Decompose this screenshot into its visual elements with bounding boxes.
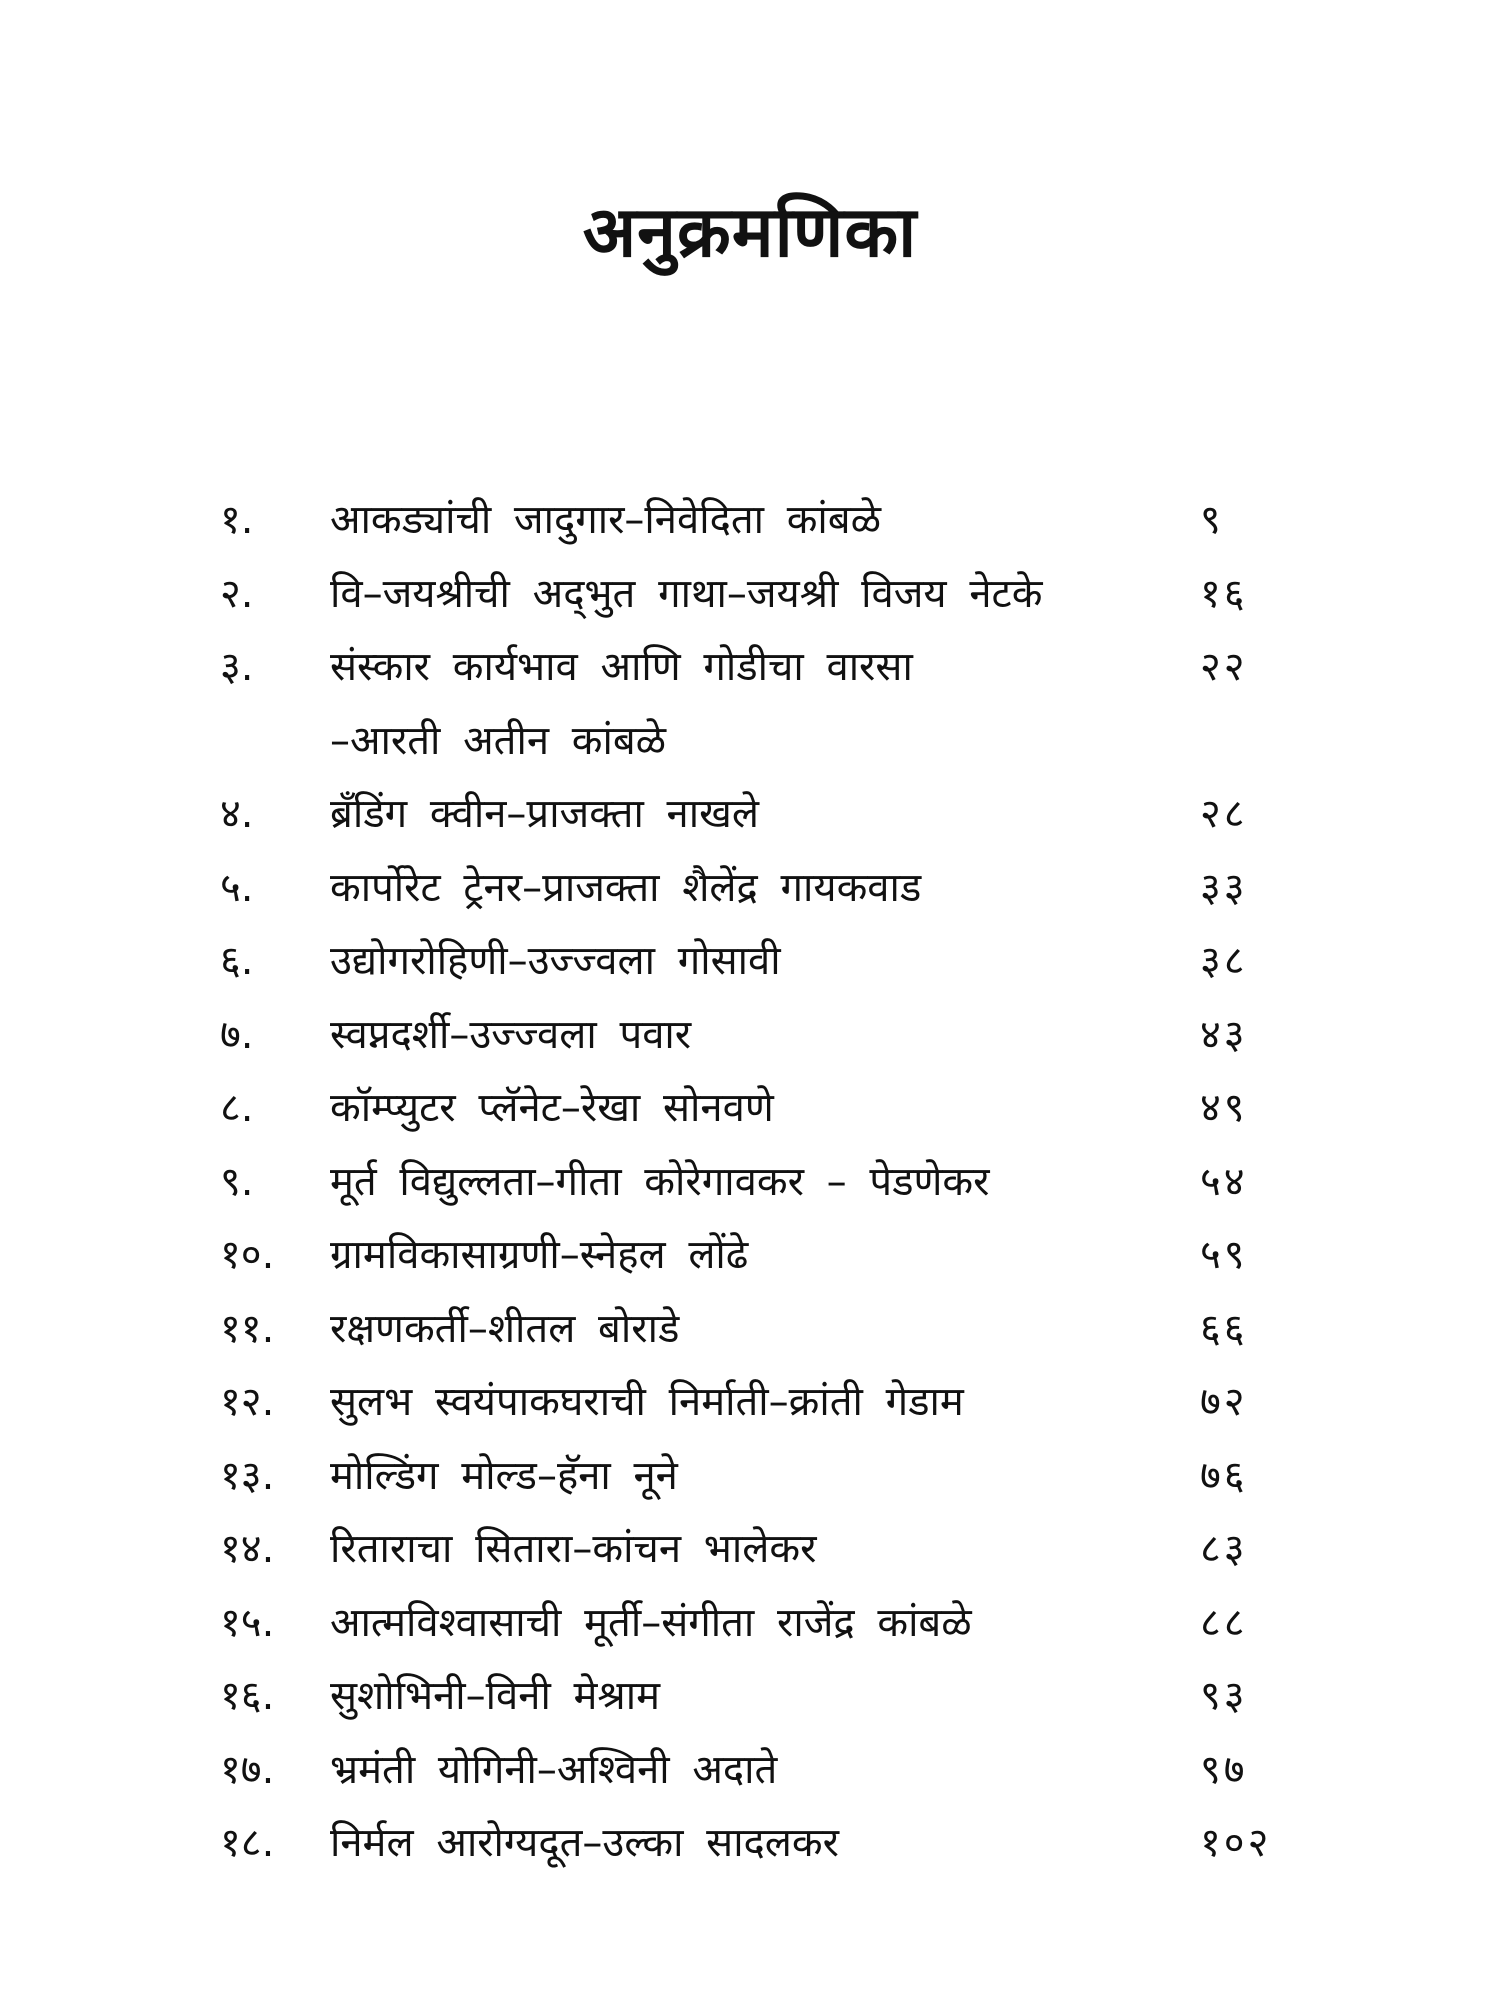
toc-entry-page: ८३ <box>1200 1526 1248 1572</box>
toc-entry-title: सुलभ स्वयंपाकघराची निर्माती–क्रांती गेडाम <box>330 1379 964 1425</box>
toc-entry-number: १६. <box>220 1673 275 1719</box>
toc-entry-number: १०. <box>220 1232 275 1278</box>
toc-entry <box>220 1673 1300 1750</box>
toc-entry-page: ३८ <box>1200 938 1248 984</box>
toc-entry-title: कॉम्प्युटर प्लॅनेट–रेखा सोनवणे <box>330 1085 774 1131</box>
toc-entry-page: ५९ <box>1200 1232 1248 1278</box>
toc-entry-page: ९७ <box>1200 1746 1248 1793</box>
toc-entry-number: २. <box>220 570 254 617</box>
toc-entry-page: ८८ <box>1200 1599 1248 1646</box>
table-of-contents <box>220 497 1300 1897</box>
toc-entry-number: १७. <box>220 1746 275 1793</box>
toc-entry-continuation <box>220 717 1300 795</box>
toc-entry-number: ५. <box>220 864 254 911</box>
toc-entry-number: १८. <box>220 1820 275 1866</box>
toc-entry-page: ४३ <box>1200 1011 1248 1058</box>
toc-entry-page: ७२ <box>1200 1379 1248 1425</box>
toc-entry <box>220 1085 1300 1162</box>
toc-entry <box>220 570 1300 648</box>
toc-entry <box>220 1820 1300 1897</box>
toc-entry-number: ९. <box>220 1158 254 1205</box>
toc-entry <box>220 864 1300 942</box>
toc-entry-number: ६. <box>220 938 254 984</box>
toc-entry <box>220 1158 1300 1236</box>
toc-entry <box>220 1746 1300 1824</box>
toc-entry-title: मोल्डिंग मोल्ड–हॅना नूने <box>330 1452 678 1499</box>
toc-entry-page: ३३ <box>1200 864 1248 911</box>
toc-entry-title: उद्योगरोहिणी–उज्ज्वला गोसावी <box>330 938 781 984</box>
toc-entry <box>220 1599 1300 1677</box>
toc-entry-page: १६ <box>1200 570 1248 617</box>
toc-entry <box>220 1011 1300 1089</box>
toc-entry <box>220 1452 1300 1530</box>
toc-entry <box>220 644 1300 721</box>
toc-entry-number: ३. <box>220 644 254 690</box>
toc-entry <box>220 497 1300 574</box>
toc-entry-number: १४. <box>220 1526 275 1572</box>
toc-entry-page: ९३ <box>1200 1673 1248 1719</box>
toc-entry-title: स्वप्नदर्शी–उज्ज्वला पवार <box>330 1011 692 1058</box>
toc-entry-title: मूर्त विद्युल्लता–गीता कोरेगावकर – पेडणेकर <box>330 1158 990 1205</box>
toc-entry <box>220 791 1300 868</box>
toc-entry-title-continued: –आरती अतीन कांबळे <box>330 717 667 764</box>
toc-entry-number: १२. <box>220 1379 275 1425</box>
toc-entry-number: १३. <box>220 1452 275 1499</box>
toc-entry-title: ग्रामविकासाग्रणी–स्नेहल लोंढे <box>330 1232 749 1278</box>
page-title: अनुक्रमणिका <box>582 190 918 273</box>
toc-entry <box>220 1379 1300 1456</box>
toc-entry-number: ११. <box>220 1305 275 1352</box>
toc-entry-title: संस्कार कार्यभाव आणि गोडीचा वारसा <box>330 644 913 690</box>
toc-entry-page: १०२ <box>1200 1820 1272 1866</box>
toc-entry <box>220 938 1300 1015</box>
toc-entry-page: २२ <box>1200 644 1248 690</box>
toc-entry-number: १५. <box>220 1599 275 1646</box>
toc-entry <box>220 1305 1300 1383</box>
toc-entry-number: १. <box>220 497 254 543</box>
toc-entry <box>220 1526 1300 1603</box>
toc-entry-number: ४. <box>220 791 254 837</box>
toc-entry-title: रक्षणकर्ती–शीतल बोराडे <box>330 1305 680 1352</box>
toc-entry <box>220 1232 1300 1309</box>
toc-entry-page: ९ <box>1200 497 1224 543</box>
toc-entry-title: वि–जयश्रीची अद्‌भुत गाथा–जयश्री विजय नेटके <box>330 570 1043 617</box>
toc-entry-title: ब्रँडिंग क्वीन–प्राजक्ता नाखले <box>330 791 759 837</box>
toc-entry-title: सुशोभिनी–विनी मेश्राम <box>330 1673 661 1719</box>
toc-entry-page: २८ <box>1200 791 1248 837</box>
toc-entry-number: ८. <box>220 1085 254 1131</box>
toc-entry-title: आत्मविश्वासाची मूर्ती–संगीता राजेंद्र कांबळे <box>330 1599 972 1646</box>
toc-entry-title: आकड्यांची जादुगार–निवेदिता कांबळे <box>330 497 882 543</box>
toc-entry-title: भ्रमंती योगिनी–अश्विनी अदाते <box>330 1746 778 1793</box>
toc-entry-title: रिताराचा सितारा–कांचन भालेकर <box>330 1526 817 1572</box>
toc-entry-number: ७. <box>220 1011 254 1058</box>
toc-entry-title: निर्मल आरोग्यदूत–उल्का सादलकर <box>330 1820 839 1866</box>
toc-entry-title: कार्पोरेट ट्रेनर–प्राजक्ता शैलेंद्र गायकवाड <box>330 864 922 911</box>
toc-entry-page: ५४ <box>1200 1158 1248 1205</box>
toc-entry-page: ४९ <box>1200 1085 1248 1131</box>
toc-entry-page: ७६ <box>1200 1452 1248 1499</box>
toc-entry-page: ६६ <box>1200 1305 1248 1352</box>
